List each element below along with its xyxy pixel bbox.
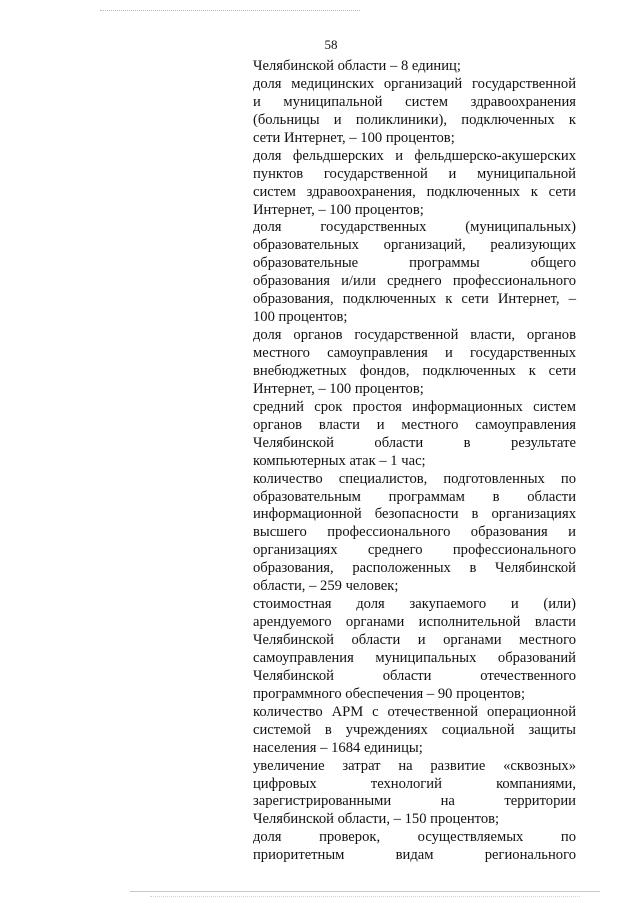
text-line: высшего профессионального образования и	[253, 524, 576, 541]
text-line: систем здравоохранения, подключенных к сети	[253, 183, 576, 200]
text-line: населения – 1684 единицы;	[253, 739, 423, 756]
text-line: цифровых технологий компаниями,	[253, 775, 576, 792]
text-line: доля медицинских организаций государственной	[253, 75, 576, 92]
text-line: образовательных организаций, реализующих	[253, 237, 576, 254]
text-line: доля государственных (муниципальных)	[253, 219, 576, 236]
text-line: стоимостная доля закупаемого и (или)	[253, 596, 576, 613]
text-line: образования и/или среднего профессионального	[253, 273, 576, 290]
text-line: количество АРМ с отечественной операционной	[253, 703, 576, 720]
text-line: органов власти и местного самоуправления	[253, 416, 576, 433]
text-line: арендуемого органами исполнительной власти	[253, 614, 576, 631]
text-line: и муниципальной систем здравоохранения	[253, 93, 576, 110]
text-line: самоуправления муниципальных образований	[253, 649, 576, 666]
body-text	[253, 58, 576, 865]
text-line: доля органов государственной власти, органов	[253, 327, 576, 344]
text-line: количество специалистов, подготовленных по	[253, 470, 576, 487]
text-line: местного самоуправления и государственных	[253, 345, 576, 361]
text-line: образовательным программам в области	[253, 488, 576, 505]
text-line: системой в учреждениях социальной защиты	[253, 721, 576, 738]
text-line: Челябинской области и органами местного	[253, 632, 576, 648]
text-line: Челябинской области – 8 единиц;	[253, 58, 461, 74]
text-line: организациях среднего профессионального	[253, 542, 576, 559]
text-line: Челябинской области, – 150 процентов;	[253, 811, 500, 828]
page-number: 58	[324, 37, 338, 52]
text-line: сети Интернет, – 100 процентов;	[253, 129, 455, 146]
text-line: внебюджетных фондов, подключенных к сети	[253, 362, 576, 379]
text-line: программного обеспечения – 90 процентов;	[253, 685, 525, 702]
text-line: образования, расположенных в Челябинской	[253, 560, 576, 577]
text-line: средний срок простоя информационных систем	[253, 398, 576, 415]
scan-edge-bottom	[130, 891, 600, 892]
text-line: (больницы и поликлиники), подключенных к	[253, 111, 576, 128]
text-line: Челябинской области отечественного	[253, 667, 576, 684]
text-line: приоритетным видам регионального	[253, 847, 576, 864]
text-line: компьютерных атак – 1 час;	[253, 452, 426, 469]
text-line: образовательные программы общего	[253, 255, 576, 272]
text-line: доля проверок, осуществляемых по	[253, 829, 576, 846]
text-line: Челябинской области в результате	[253, 434, 576, 451]
text-line: области, – 259 человек;	[253, 578, 399, 595]
text-line: зарегистрированными на территории	[253, 793, 576, 810]
scan-edge-bottom-dotted	[150, 896, 580, 897]
text-line: увеличение затрат на развитие «сквозных»	[253, 757, 576, 774]
text-line: пунктов государственной и муниципальной	[253, 165, 576, 182]
text-line: доля фельдшерских и фельдшерско-акушерских	[253, 147, 576, 164]
text-line: информационной безопасности в организациях	[253, 506, 576, 523]
text-line: 100 процентов;	[253, 309, 348, 326]
text-line: образования, подключенных к сети Интернет, –	[253, 291, 576, 308]
text-line: Интернет, – 100 процентов;	[253, 380, 424, 397]
text-line: Интернет, – 100 процентов;	[253, 201, 424, 218]
scan-edge-top	[100, 10, 360, 11]
